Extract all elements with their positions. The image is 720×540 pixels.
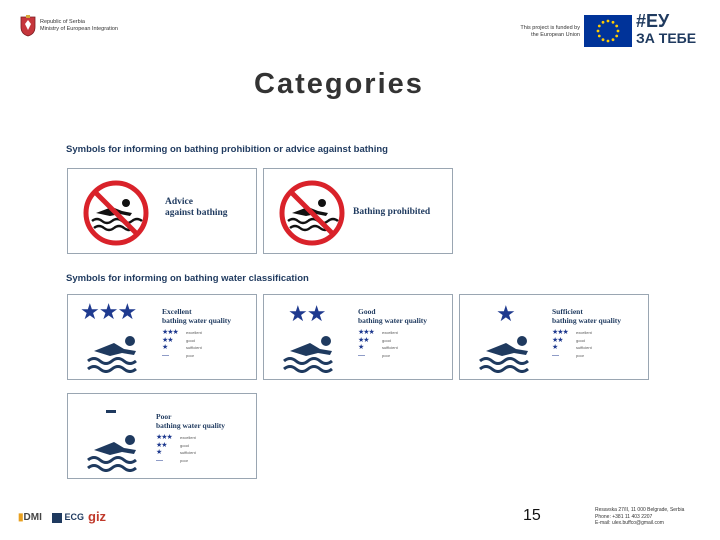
no-swimming-icon [278, 179, 346, 247]
logo-bottom: ЗА ТЕБЕ [636, 30, 697, 46]
giz-logo: giz [88, 509, 107, 524]
good-quality-card [263, 294, 453, 380]
eu-flag-icon [584, 15, 632, 47]
poor-label: Poor bathing water quality [156, 412, 226, 430]
swimmer-icon [86, 333, 142, 373]
prohibition-heading: Symbols for informing on bathing prohibition or advice against bathing [66, 144, 388, 155]
eu-label: the European Union [531, 32, 580, 38]
two-stars-icon: ★★ [288, 301, 326, 326]
ecg-logo: ECG [52, 512, 84, 523]
classification-heading: Symbols for informing on bathing water classification [66, 273, 309, 284]
three-stars-icon: ★★★ [80, 299, 137, 324]
sufficient-label: Sufficient bathing water quality [552, 307, 622, 325]
page-title: Categories [254, 68, 424, 100]
header-left-text [40, 19, 118, 33]
quality-legend: ★★★ excellent ★★ good ★ sufficient — poor [552, 329, 592, 359]
advice-label: Advice against bathing [165, 197, 228, 218]
sufficient-quality-card [459, 294, 649, 380]
one-star-icon: ★ [496, 301, 516, 326]
ministry-label: Ministry of European Integration [40, 26, 118, 32]
good-label: Good bathing water quality [358, 307, 428, 325]
advice-against-bathing-card [67, 168, 257, 254]
quality-legend: ★★★ excellent ★★ good ★ sufficient — poor [162, 329, 202, 359]
contact-info: Resavska 27/II, 11 000 Belgrade, Serbia Phone: +381 11 403 2207 E-mail: ulex.buffco@gmail.com [595, 507, 685, 526]
poor-dash-icon [106, 410, 116, 413]
logo-top: #ЕУ [636, 11, 670, 31]
page-number: 15 [523, 507, 541, 524]
serbia-coat-of-arms-icon [20, 15, 36, 37]
swimmer-icon [282, 333, 338, 373]
quality-legend: ★★★ excellent ★★ good ★ sufficient — poor [358, 329, 398, 359]
eu-za-tebe-logo [636, 13, 706, 47]
bathing-prohibited-card [263, 168, 453, 254]
header-right-text [500, 25, 580, 39]
swimmer-icon [478, 333, 534, 373]
poor-quality-card [67, 393, 257, 479]
prohibited-label: Bathing prohibited [353, 207, 431, 217]
quality-legend: ★★★ excellent ★★ good ★ sufficient — poor [156, 434, 196, 464]
no-swimming-icon [82, 179, 150, 247]
dmi-logo: ▮DMI [18, 512, 42, 523]
excellent-label: Excellent bathing water quality [162, 307, 232, 325]
swimmer-icon [86, 432, 142, 472]
republic-label: Republic of Serbia [40, 19, 85, 25]
excellent-quality-card [67, 294, 257, 380]
funded-label: This project is funded by [520, 25, 580, 31]
